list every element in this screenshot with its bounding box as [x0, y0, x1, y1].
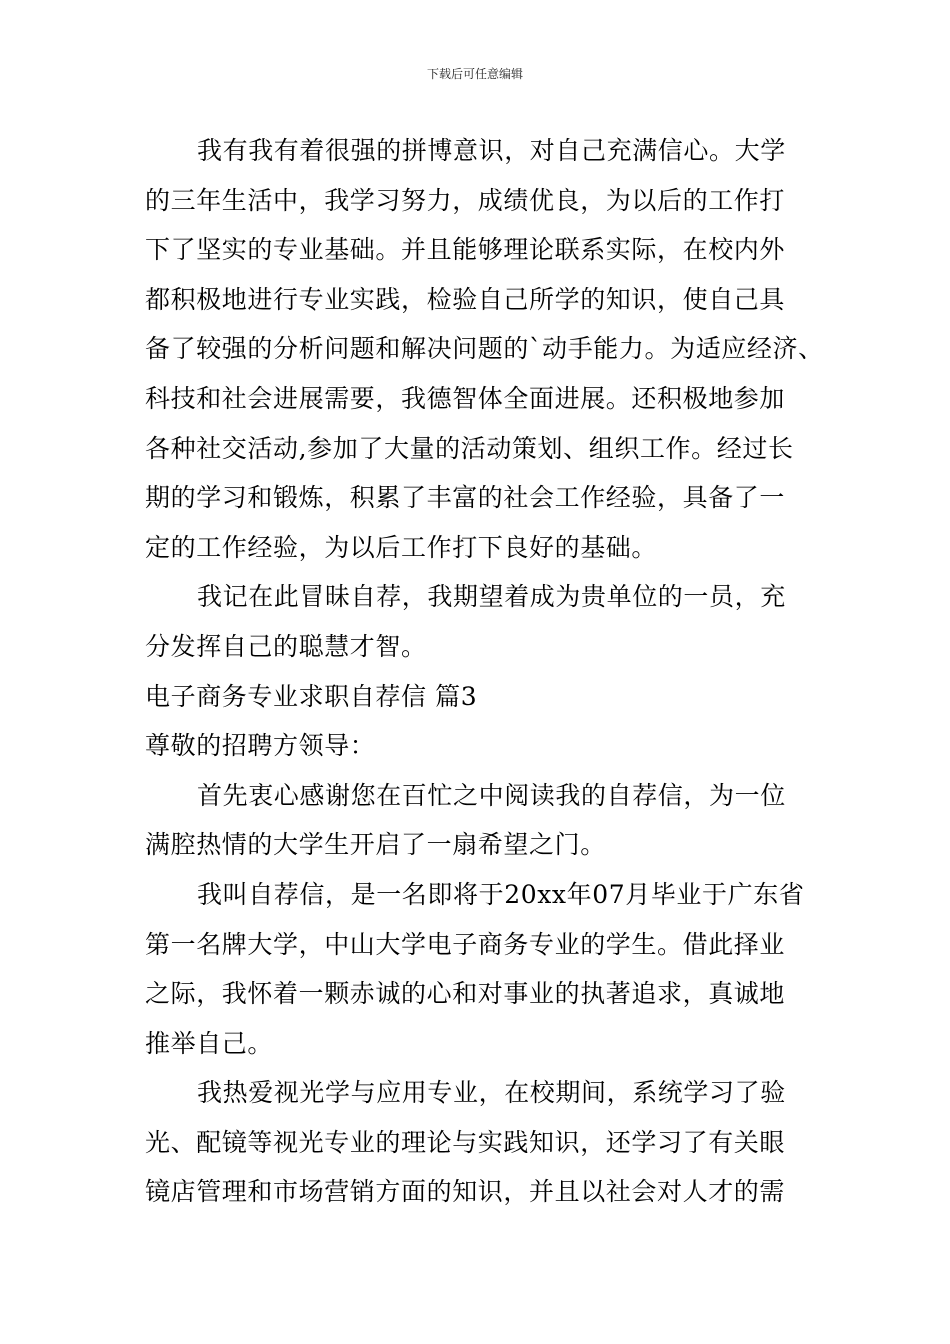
paragraph-line: 满腔热情的大学生开启了一扇希望之门。	[145, 830, 606, 860]
paragraph-line: 各种社交活动,参加了大量的活动策划、组织工作。经过长	[145, 433, 794, 463]
paragraph-line: 科技和社会进展需要，我德智体全面进展。还积极地参加	[145, 383, 786, 413]
paragraph-line: 首先衷心感谢您在百忙之中阅读我的自荐信，为一位	[197, 780, 786, 810]
paragraph-line: 定的工作经验，为以后工作打下良好的基础。	[145, 532, 658, 562]
paragraph-line: 之际，我怀着一颗赤诚的心和对事业的执著追求，真诚地	[145, 979, 786, 1009]
paragraph-line: 的三年生活中，我学习努力，成绩优良，为以后的工作打	[145, 185, 786, 215]
paragraph-line: 备了较强的分析问题和解决问题的`动手能力。为适应经济、	[145, 334, 824, 364]
paragraph-line: 都积极地进行专业实践，检验自己所学的知识，使自己具	[145, 284, 786, 314]
paragraph-line: 期的学习和锻炼，积累了丰富的社会工作经验，具备了一	[145, 483, 786, 513]
paragraph-line: 推举自己。	[145, 1028, 274, 1058]
paragraph-line: 第一名牌大学，中山大学电子商务专业的学生。借此择业	[145, 929, 786, 959]
document-body	[145, 126, 824, 1217]
paragraph-line: 分发挥自己的聪慧才智。	[145, 631, 427, 661]
paragraph-line: 光、配镜等视光专业的理论与实践知识，还学习了有关眼	[145, 1127, 786, 1157]
paragraph-line: 我热爱视光学与应用专业，在校期间，系统学习了验	[197, 1078, 786, 1108]
paragraph-line: 我记在此冒昧自荐，我期望着成为贵单位的一员，充	[197, 582, 786, 612]
paragraph-line: 下了坚实的专业基础。并且能够理论联系实际，在校内外	[145, 235, 786, 265]
paragraph-line: 我叫自荐信，是一名即将于20xx年07月毕业于广东省	[197, 879, 805, 909]
header-note: 下载后可任意编辑	[426, 67, 523, 81]
salutation: 尊敬的招聘方领导：	[145, 731, 376, 761]
section-heading: 电子商务专业求职自荐信 篇3	[145, 681, 478, 711]
paragraph-line: 镜店管理和市场营销方面的知识，并且以社会对人才的需	[145, 1177, 786, 1207]
paragraph-line: 我有我有着很强的拼博意识，对自己充满信心。大学	[197, 136, 786, 165]
